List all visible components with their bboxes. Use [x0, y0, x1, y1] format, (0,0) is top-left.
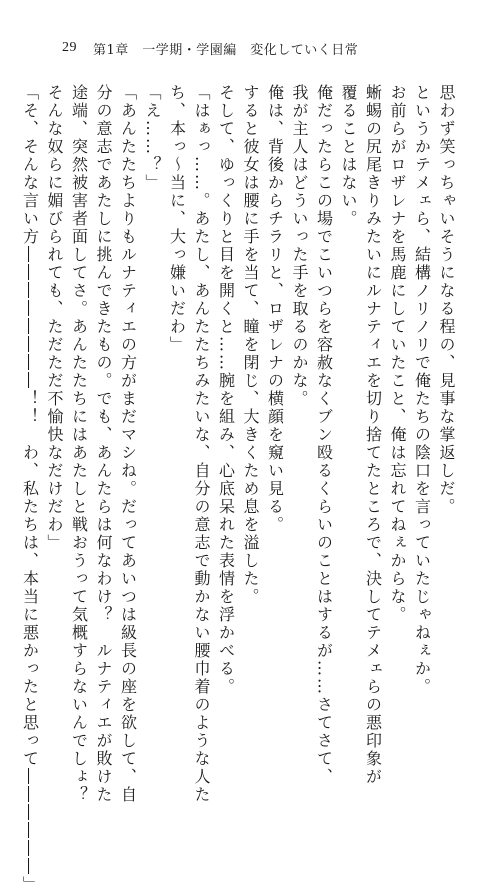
text-line: 覆ることはない。: [339, 84, 358, 228]
text-line: すると彼女は腰に手を当て、瞳を閉じ、大きくため息を溢した。: [241, 84, 260, 606]
text-line: 「はぁっ……。あたし、あんたたちみたいな、自分の意志で動かない腰巾着のような人た: [192, 84, 211, 804]
text-line: 俺だったらこの場でこいつらを容赦なくブン殴るくらいのことはするが……さてさて、: [314, 84, 334, 786]
vertical-text-body: [20, 84, 456, 894]
text-line: 途端、突然被害者面してさ。あんたたちにはあたしと戦おうって気概すらないんでしょ？: [69, 84, 89, 804]
text-line: 俺は、背後からチラリと、ロザレナの横顔を窺い見る。: [265, 84, 285, 534]
running-header: [62, 38, 460, 58]
page-number: 29: [62, 40, 77, 55]
text-line: 「え……？」: [143, 84, 162, 192]
text-line: 「そ、そんな言い方――――――――！！ わ、私たちは、本当に悪かったと思って――――――」: [20, 84, 40, 894]
text-line: 思わず笑っちゃいそうになる程の、見事な掌返しだ。: [437, 84, 456, 516]
text-line: というかテメェら、結構ノリノリで俺たちの陰口を言っていたじゃねぇか。: [412, 84, 432, 696]
text-line: そして、ゆっくりと目を開くと……腕を組み、心底呆れた表情を浮かべる。: [216, 84, 236, 696]
text-line: 蜥蜴の尻尾きりみたいにルナティエを切り捨てたところで、決してテメェらの悪印象が: [363, 84, 383, 786]
text-line: ち、本っ～当に、大っ嫌いだわ」: [167, 84, 187, 354]
text-line: お前らがロザレナを馬鹿にしていたこと、俺は忘れてねぇからな。: [388, 84, 407, 624]
text-line: そんな奴らに媚びられても、ただただ不愉快なだけだわ」: [45, 84, 64, 552]
text-line: 「あんたたちよりもルナティエの方がまだマシね。だってあいつは級長の座を欲して、自: [118, 84, 138, 804]
text-line: 我が主人はどういった手を取るのかな。: [290, 84, 309, 408]
text-line: 分の意志であたしに挑んできたもの。でも、あんたらは何なわけ？ ルナティエが敗けた: [94, 84, 113, 804]
chapter-title: 第1章 一学期・学園編 変化していく日常: [93, 42, 359, 58]
